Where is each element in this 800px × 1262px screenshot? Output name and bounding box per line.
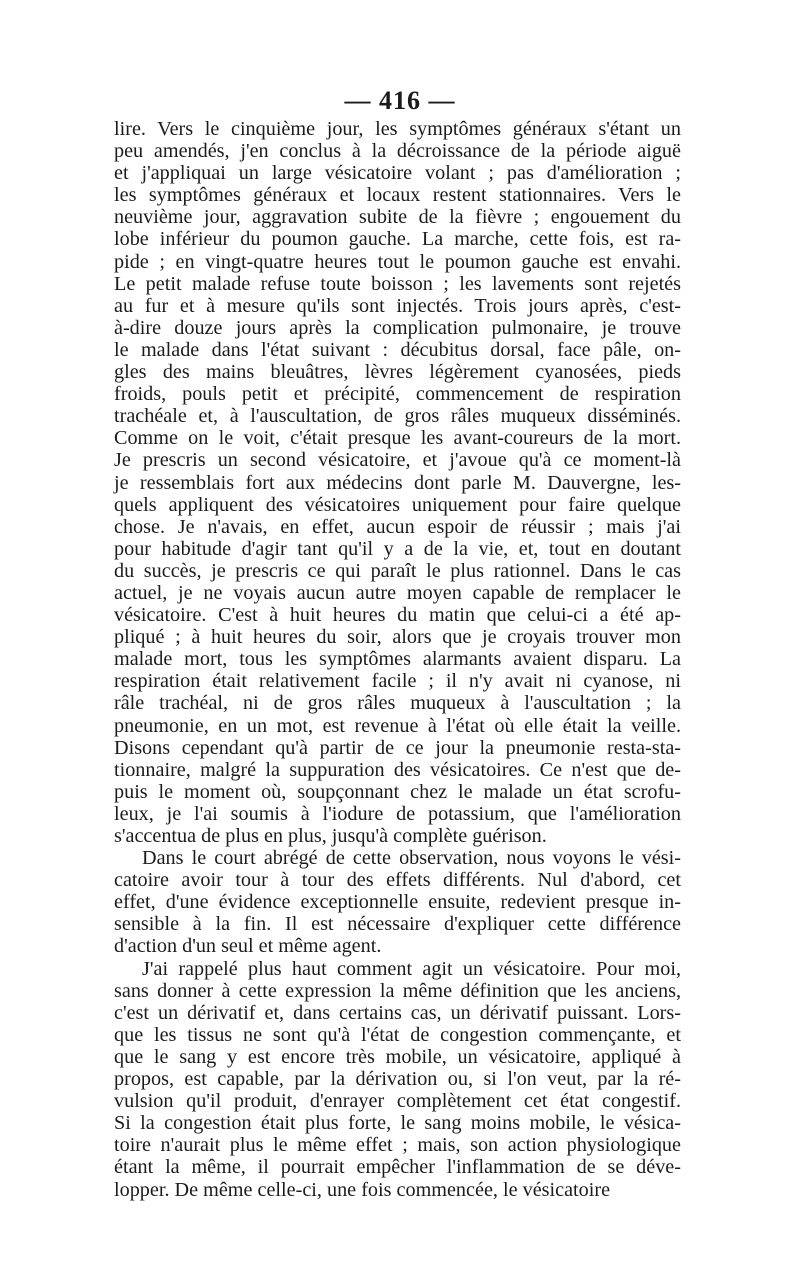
text-line: Comme on le voit, c'était presque les avant-coureurs de la mort. xyxy=(114,427,681,450)
text-line: Dans le court abrégé de cette observation, nous voyons le vési- xyxy=(142,847,681,870)
paragraph xyxy=(114,958,681,1201)
paragraph xyxy=(114,118,681,847)
text-line: trachéale et, à l'auscultation, de gros râles muqueux disséminés. xyxy=(114,405,681,428)
text-line: vésicatoire. C'est à huit heures du matin que celui-ci a été ap- xyxy=(114,604,681,627)
text-line: du succès, je prescris ce qui paraît le plus rationnel. Dans le cas xyxy=(114,559,681,582)
text-line: actuel, je ne voyais aucun autre moyen capable de remplacer le xyxy=(114,581,681,604)
text-line: respiration était relativement facile ; il n'y avait ni cyanose, ni xyxy=(114,670,681,693)
text-line: gles des mains bleuâtres, lèvres légèrement cyanosées, pieds xyxy=(114,361,681,384)
text-line: effet, d'une évidence exceptionnelle ensuite, redevient presque in- xyxy=(114,891,681,914)
text-line: Si la congestion était plus forte, le sang moins mobile, le vésica- xyxy=(114,1112,681,1135)
text-line: les symptômes généraux et locaux restent stationnaires. Vers le xyxy=(114,184,681,207)
text-line: sensible à la fin. Il est nécessaire d'expliquer cette différence xyxy=(114,913,681,936)
text-line: que les tissus ne sont qu'à l'état de congestion commençante, et xyxy=(114,1023,681,1046)
text-line: pour habitude d'agir tant qu'il y a de la vie, et, tout en doutant xyxy=(114,537,681,560)
text-line: d'action d'un seul et même agent. xyxy=(114,935,382,958)
text-line: s'accentua de plus en plus, jusqu'à complète guérison. xyxy=(114,825,547,847)
text-line: pneumonie, en un mot, est revenue à l'état où elle était la veille. xyxy=(114,714,681,737)
text-line: c'est un dérivatif et, dans certains cas, un dérivatif puissant. Lors- xyxy=(114,1001,681,1024)
text-line: lobe inférieur du poumon gauche. La marche, cette fois, est ra- xyxy=(114,228,681,251)
text-line: catoire avoir tour à tour des effets différents. Nul d'abord, cet xyxy=(114,869,681,892)
text-line: étant la même, il pourrait empêcher l'inflammation de se déve- xyxy=(114,1156,681,1179)
text-line: pide ; en vingt-quatre heures tout le poumon gauche est envahi. xyxy=(114,250,681,273)
text-line: froids, pouls petit et précipité, commencement de respiration xyxy=(114,383,681,406)
text-line: malade mort, tous les symptômes alarmants avaient disparu. La xyxy=(114,648,681,671)
text-line: quels appliquent des vésicatoires uniquement pour faire quelque xyxy=(114,493,681,516)
text-line: pliqué ; à huit heures du soir, alors que je croyais trouver mon xyxy=(114,626,681,649)
text-line: peu amendés, j'en conclus à la décroissance de la période aiguë xyxy=(114,140,681,163)
text-line: puis le moment où, soupçonnant chez le malade un état scrofu- xyxy=(114,780,681,803)
text-line: propos, est capable, par la dérivation ou, si l'on veut, par la ré- xyxy=(114,1068,681,1091)
text-line: vulsion qu'il produit, d'enrayer complètement cet état congestif. xyxy=(114,1090,681,1113)
text-line: sans donner à cette expression la même définition que les anciens, xyxy=(114,979,681,1002)
text-line: J'ai rappelé plus haut comment agit un vésicatoire. Pour moi, xyxy=(142,957,681,980)
text-line: neuvième jour, aggravation subite de la fièvre ; engouement du xyxy=(114,206,681,229)
text-line: toire n'aurait plus le même effet ; mais, son action physiologique xyxy=(114,1134,681,1157)
text-line: leux, je l'ai soumis à l'iodure de potassium, que l'amélioration xyxy=(114,802,681,825)
text-line: et j'appliquai un large vésicatoire volant ; pas d'amélioration ; xyxy=(114,162,681,185)
text-line: lopper. De même celle-ci, une fois commencée, le vésicatoire xyxy=(114,1178,611,1201)
text-line: Disons cependant qu'à partir de ce jour la pneumonie resta-sta- xyxy=(114,736,681,759)
text-line: Je prescris un second vésicatoire, et j'avoue qu'à ce moment-là xyxy=(114,449,681,472)
text-line: râle trachéal, ni de gros râles muqueux à l'auscultation ; la xyxy=(114,692,681,715)
text-line: au fur et à mesure qu'ils sont injectés. Trois jours après, c'est- xyxy=(114,294,681,317)
text-line: tionnaire, malgré la suppuration des vésicatoires. Ce n'est que de- xyxy=(114,758,681,781)
text-line: le malade dans l'état suivant : décubitus dorsal, face pâle, on- xyxy=(114,338,681,361)
paragraph xyxy=(114,847,681,957)
page-number: — 416 — xyxy=(344,86,456,115)
body-text xyxy=(114,118,681,1201)
text-line: je ressemblais fort aux médecins dont parle M. Dauvergne, les- xyxy=(114,471,681,494)
text-line: Le petit malade refuse toute boisson ; les lavements sont rejetés xyxy=(114,272,681,295)
text-line: lire. Vers le cinquième jour, les symptômes généraux s'étant un xyxy=(114,118,681,140)
text-line: à-dire douze jours après la complication pulmonaire, je trouve xyxy=(114,316,681,339)
text-line: que le sang y est encore très mobile, un vésicatoire, appliqué à xyxy=(114,1045,681,1068)
text-line: chose. Je n'avais, en effet, aucun espoir de réussir ; mais j'ai xyxy=(114,515,681,538)
